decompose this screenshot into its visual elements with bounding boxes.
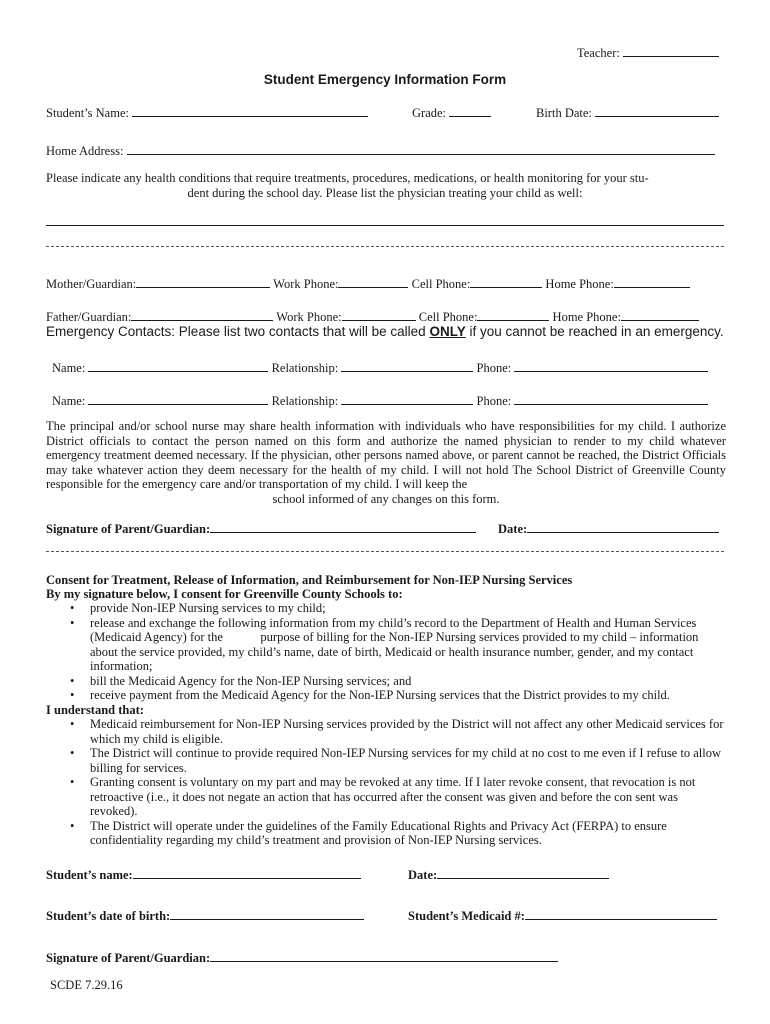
signature-line-2[interactable] bbox=[210, 949, 558, 962]
student-dob-field bbox=[46, 907, 364, 924]
bullet-icon: • bbox=[70, 775, 75, 789]
father-guardian-label: Father/Guardian: bbox=[46, 310, 132, 324]
father-cell-phone-line[interactable] bbox=[477, 308, 549, 321]
father-home-phone-label: Home Phone: bbox=[552, 310, 621, 324]
section-divider-2 bbox=[46, 551, 724, 552]
understand-item-text: Granting consent is voluntary on my part and may be revoked at any time. If I later revoke consent, that revocation is not retroactive (i.e., it does not negate an action that has occurred after the consent was given and before the con sent was revoked). bbox=[90, 775, 696, 818]
father-home-phone-line[interactable] bbox=[621, 308, 699, 321]
list-item bbox=[70, 615, 726, 674]
form-code: SCDE 7.29.16 bbox=[50, 978, 123, 992]
contact2-phone-line[interactable] bbox=[514, 392, 708, 405]
consent-subtitle: By my signature below, I consent for Greenville County Schools to: bbox=[46, 587, 403, 601]
contact1-phone-line[interactable] bbox=[514, 359, 708, 372]
teacher-field bbox=[577, 44, 719, 61]
contact1-name-line[interactable] bbox=[88, 359, 268, 372]
mother-work-phone-label: Work Phone: bbox=[273, 277, 339, 291]
emergency-contact-row-2 bbox=[52, 392, 708, 409]
contact1-relationship-label: Relationship: bbox=[271, 361, 339, 375]
birth-date-label: Birth Date: bbox=[536, 106, 592, 120]
signature-line-1[interactable] bbox=[210, 520, 476, 533]
date-label-1: Date: bbox=[498, 522, 528, 536]
contact1-relationship-line[interactable] bbox=[341, 359, 473, 372]
mother-guardian-label: Mother/Guardian: bbox=[46, 277, 137, 291]
home-address-field bbox=[46, 142, 715, 159]
birth-date-input-line[interactable] bbox=[595, 104, 719, 117]
bullet-icon: • bbox=[70, 601, 75, 615]
mother-name-line[interactable] bbox=[136, 275, 270, 288]
authorization-last-line: school informed of any changes on this form. bbox=[272, 491, 500, 506]
understand-item-text: The District will continue to provide required Non-IEP Nursing services for my child at no cost to me even if I refuse to allow billing for services. bbox=[90, 746, 721, 775]
student-name-field-2 bbox=[46, 866, 361, 883]
birth-date-field bbox=[536, 104, 719, 121]
understand-list bbox=[70, 717, 726, 848]
form-title: Student Emergency Information Form bbox=[263, 72, 507, 87]
list-item bbox=[70, 746, 726, 775]
student-dob-label: Student’s date of birth: bbox=[46, 909, 171, 923]
authorization-text: The principal and/or school nurse may share health information with individuals who have responsibilities for my child. I authorize District officials to contact the person named on this form and authorize the named physician to render to my child whatever emergency treatment deemed necessary. If the physician, other persons named above, or parent cannot be reached, the District Officials may take whatever action they deem necessary for the health of my child. I will not hold The School District of Greenville County responsible for the emergency care and/or transportation of my child. I will keep the bbox=[46, 419, 726, 492]
emergency-contact-row-1 bbox=[52, 359, 708, 376]
health-input-line[interactable] bbox=[46, 225, 724, 226]
father-work-phone-label: Work Phone: bbox=[276, 310, 342, 324]
authorization-paragraph bbox=[46, 419, 726, 507]
father-guardian-row bbox=[46, 308, 699, 325]
student-name-line-2[interactable] bbox=[133, 866, 361, 879]
date-field-2 bbox=[408, 866, 609, 883]
emergency-intro-end: if you cannot be reached in an emergency. bbox=[465, 324, 724, 339]
bullet-icon: • bbox=[70, 615, 75, 630]
contact2-name-line[interactable] bbox=[88, 392, 268, 405]
medicaid-label: Student’s Medicaid #: bbox=[408, 909, 525, 923]
date-label-2: Date: bbox=[408, 868, 438, 882]
mother-guardian-row bbox=[46, 275, 690, 292]
understand-item-text: The District will operate under the guidelines of the Family Educational Rights and Privacy Act (FERPA) to ensure confidentiality regarding my child’s treatment and provision of Non-IEP Nursing services. bbox=[90, 818, 667, 847]
student-name-input-line[interactable] bbox=[132, 104, 368, 117]
consent-item-text: bill the Medicaid Agency for the Non-IEP Nursing services; and bbox=[90, 673, 412, 688]
student-name-label: Student’s Name: bbox=[46, 106, 129, 120]
contact2-relationship-label: Relationship: bbox=[271, 394, 339, 408]
consent-item-text: release and exchange the following information from my child’s record to the Department of Health and Human Services (Medicaid Agency) for the purpose of billing for the Non-IEP Nursing services provided to my child – information about the service provided, my child’s name, date of birth, Medicaid or health insurance number, gender, and my contact information; bbox=[90, 615, 699, 673]
grade-input-line[interactable] bbox=[449, 104, 491, 117]
mother-cell-phone-label: Cell Phone: bbox=[411, 277, 471, 291]
signature-label-1: Signature of Parent/Guardian: bbox=[46, 522, 211, 536]
consent-list bbox=[70, 601, 726, 703]
home-address-input-line[interactable] bbox=[127, 142, 715, 155]
list-item bbox=[70, 601, 726, 616]
medicaid-field bbox=[408, 907, 717, 924]
consent-title: Consent for Treatment, Release of Information, and Reimbursement for Non-IEP Nursing Services bbox=[46, 573, 573, 587]
mother-home-phone-line[interactable] bbox=[614, 275, 690, 288]
bullet-icon: • bbox=[70, 688, 75, 702]
mother-home-phone-label: Home Phone: bbox=[545, 277, 614, 291]
teacher-input-line[interactable] bbox=[623, 44, 719, 57]
health-instructions-line1: Please indicate any health conditions that require treatments, procedures, medications, or health monitoring for your stu- bbox=[46, 171, 649, 185]
list-item bbox=[70, 717, 726, 746]
section-divider bbox=[46, 246, 724, 247]
emergency-contacts-heading bbox=[46, 324, 724, 339]
contact1-name-label: Name: bbox=[52, 361, 86, 375]
date-line-2[interactable] bbox=[437, 866, 609, 879]
father-name-line[interactable] bbox=[131, 308, 273, 321]
list-item bbox=[70, 775, 726, 819]
father-work-phone-line[interactable] bbox=[342, 308, 416, 321]
student-dob-line[interactable] bbox=[170, 907, 364, 920]
understand-item-text: Medicaid reimbursement for Non-IEP Nursing services provided by the District will not affect any other Medicaid services for which my child is eligible. bbox=[90, 717, 724, 746]
emergency-only-emphasis: ONLY bbox=[429, 324, 466, 339]
contact1-phone-label: Phone: bbox=[476, 361, 512, 375]
consent-item-text: provide Non-IEP Nursing services to my child; bbox=[90, 601, 326, 615]
signature-row-2 bbox=[46, 949, 558, 966]
signature-row-1 bbox=[46, 520, 476, 537]
contact2-relationship-line[interactable] bbox=[341, 392, 473, 405]
health-instructions-line2: dent during the school day. Please list the physician treating your child as well: bbox=[187, 186, 583, 200]
bullet-icon: • bbox=[70, 673, 75, 688]
student-name-field bbox=[46, 104, 368, 121]
list-item bbox=[70, 818, 726, 848]
date-line-1[interactable] bbox=[527, 520, 719, 533]
medicaid-line[interactable] bbox=[525, 907, 717, 920]
mother-cell-phone-line[interactable] bbox=[470, 275, 542, 288]
signature-label-2: Signature of Parent/Guardian: bbox=[46, 951, 211, 965]
grade-label: Grade: bbox=[412, 106, 447, 120]
student-name-label-2: Student’s name: bbox=[46, 868, 133, 882]
contact2-phone-label: Phone: bbox=[476, 394, 512, 408]
mother-work-phone-line[interactable] bbox=[338, 275, 408, 288]
date-row-1 bbox=[498, 520, 719, 537]
list-item bbox=[70, 673, 726, 689]
grade-field bbox=[412, 104, 491, 121]
emergency-intro-text: Emergency Contacts: Please list two contacts that will be called bbox=[46, 324, 430, 339]
bullet-icon: • bbox=[70, 717, 75, 731]
bullet-icon: • bbox=[70, 746, 75, 760]
father-cell-phone-label: Cell Phone: bbox=[418, 310, 478, 324]
consent-item-text: receive payment from the Medicaid Agency for the Non-IEP Nursing services that the District provides to my child. bbox=[90, 688, 670, 702]
teacher-label: Teacher: bbox=[577, 46, 620, 60]
understand-label: I understand that: bbox=[46, 703, 144, 717]
home-address-label: Home Address: bbox=[46, 144, 124, 158]
contact2-name-label: Name: bbox=[52, 394, 86, 408]
list-item bbox=[70, 688, 726, 703]
bullet-icon: • bbox=[70, 818, 75, 833]
